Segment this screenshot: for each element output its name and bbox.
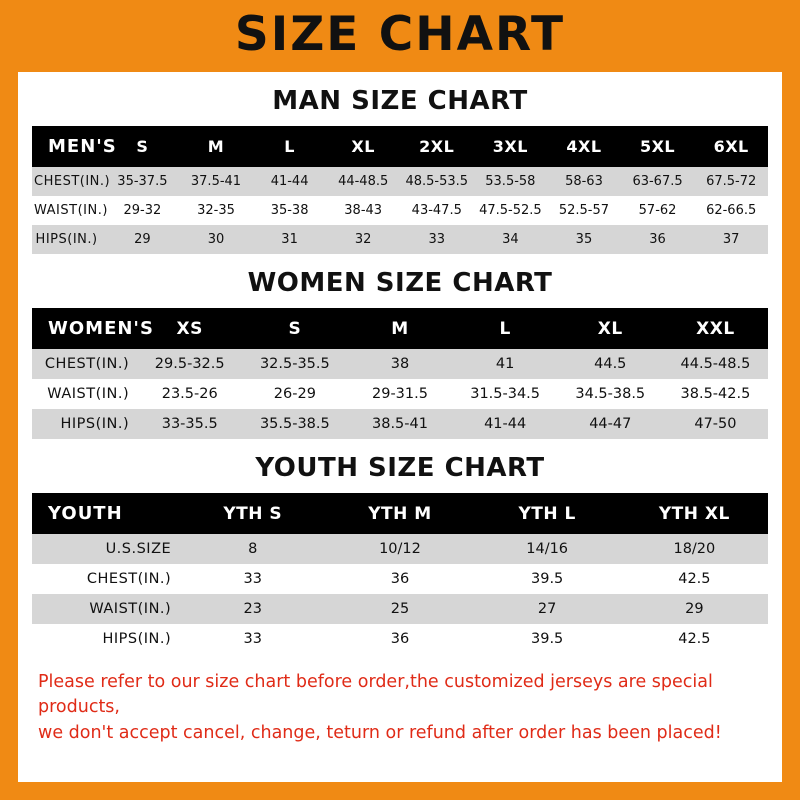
table-cell: 37.5-41 [179,167,253,196]
table-cell: 35.5-38.5 [242,409,347,439]
youth-size-table [32,493,768,654]
table-cell: 35-38 [253,196,327,225]
women-header-xs: XS [176,318,203,339]
table-header-row [32,493,768,534]
table-cell: 14/16 [474,534,621,564]
table-row [32,225,768,254]
youth-row-label-hips: HIPS(IN.) [32,624,179,654]
table-cell: 32 [326,225,400,254]
table-cell: 34.5-38.5 [558,379,663,409]
women-row-label-waist: WAIST(IN.) [32,379,137,409]
table-cell: 38.5-41 [347,409,452,439]
table-cell: 33 [179,564,326,594]
table-cell: 18/20 [621,534,768,564]
table-cell: 38-43 [326,196,400,225]
table-cell: 57-62 [621,196,695,225]
footer-line-2: we don't accept cancel, change, teturn or refund after order has been placed! [38,722,722,743]
table-cell: 23 [179,594,326,624]
table-row [32,167,768,196]
table-cell: 37 [694,225,768,254]
table-cell: 35 [547,225,621,254]
men-row-label-waist: WAIST(IN.) [32,196,106,225]
table-cell: 8 [179,534,326,564]
men-row-label-chest: CHEST(IN.) [32,167,106,196]
table-cell: 42.5 [621,564,768,594]
men-row-label-hips: HIPS(IN.) [32,225,106,254]
women-header-m: M [391,318,409,339]
men-header-5xl: 5XL [639,137,676,156]
table-cell: 63-67.5 [621,167,695,196]
men-header-l: L [284,137,295,156]
table-cell: 39.5 [474,564,621,594]
footer-line-1: Please refer to our size chart before order,the customized jerseys are special products, [38,672,713,718]
table-cell: 35-37.5 [106,167,180,196]
table-cell: 23.5-26 [137,379,242,409]
women-header-l: L [499,318,511,339]
page-title: SIZE CHART [234,6,566,62]
bottom-band [0,782,800,800]
women-row-label-chest: CHEST(IN.) [32,349,137,379]
women-row-label-hips: HIPS(IN.) [32,409,137,439]
youth-header-label: YOUTH [48,503,123,524]
table-row [32,196,768,225]
table-cell: 67.5-72 [694,167,768,196]
table-cell: 47-50 [663,409,768,439]
table-cell: 31 [253,225,327,254]
table-row [32,534,768,564]
women-header-s: S [288,318,302,339]
youth-header-s: YTH S [223,503,283,524]
table-cell: 41-44 [453,409,558,439]
men-size-table [32,126,768,254]
youth-section-title: YOUTH SIZE CHART [255,453,545,483]
men-header-xl: XL [351,137,375,156]
table-cell: 10/12 [326,534,473,564]
men-header-label: MEN'S [48,136,117,157]
table-cell: 29 [106,225,180,254]
men-header-6xl: 6XL [713,137,749,156]
table-cell: 38 [347,349,452,379]
table-cell: 34 [474,225,548,254]
men-section-title: MAN SIZE CHART [272,86,528,116]
table-cell: 33 [400,225,474,254]
footer-disclaimer [32,670,768,746]
women-size-chart-section [32,268,768,439]
table-row [32,379,768,409]
men-header-m: M [207,137,225,156]
women-size-table [32,308,768,439]
table-cell: 33-35.5 [137,409,242,439]
women-section-title: WOMEN SIZE CHART [247,268,553,298]
table-cell: 44.5-48.5 [663,349,768,379]
table-cell: 29 [621,594,768,624]
youth-size-chart-section [32,453,768,654]
men-header-4xl: 4XL [566,137,602,156]
youth-header-m: YTH M [368,503,432,524]
table-cell: 31.5-34.5 [453,379,558,409]
women-header-xxl: XXL [696,318,735,339]
table-cell: 29-31.5 [347,379,452,409]
table-cell: 41 [453,349,558,379]
header-band [0,0,800,72]
table-cell: 58-63 [547,167,621,196]
table-cell: 42.5 [621,624,768,654]
table-cell: 48.5-53.5 [400,167,474,196]
table-cell: 43-47.5 [400,196,474,225]
table-row [32,349,768,379]
table-cell: 33 [179,624,326,654]
youth-row-label-waist: WAIST(IN.) [32,594,179,624]
table-cell: 32-35 [179,196,253,225]
table-cell: 36 [326,624,473,654]
youth-row-label-chest: CHEST(IN.) [32,564,179,594]
youth-header-xl: YTH XL [658,503,730,524]
women-header-label: WOMEN'S [48,318,154,339]
table-cell: 29-32 [106,196,180,225]
table-cell: 44.5 [558,349,663,379]
table-cell: 32.5-35.5 [242,349,347,379]
table-cell: 26-29 [242,379,347,409]
men-header-2xl: 2XL [419,137,455,156]
table-cell: 52.5-57 [547,196,621,225]
table-cell: 25 [326,594,473,624]
women-header-xl: XL [597,318,623,339]
table-cell: 47.5-52.5 [474,196,548,225]
table-row [32,564,768,594]
men-size-chart-section [32,86,768,254]
men-header-3xl: 3XL [492,137,528,156]
table-cell: 36 [621,225,695,254]
table-cell: 44-48.5 [326,167,400,196]
table-header-row [32,126,768,167]
table-cell: 53.5-58 [474,167,548,196]
table-cell: 38.5-42.5 [663,379,768,409]
table-cell: 39.5 [474,624,621,654]
men-header-s: S [136,137,149,156]
youth-header-l: YTH L [518,503,576,524]
table-cell: 27 [474,594,621,624]
table-header-row [32,308,768,349]
table-cell: 36 [326,564,473,594]
table-row [32,594,768,624]
table-row [32,624,768,654]
table-cell: 30 [179,225,253,254]
table-cell: 29.5-32.5 [137,349,242,379]
table-cell: 62-66.5 [694,196,768,225]
table-cell: 44-47 [558,409,663,439]
table-row [32,409,768,439]
table-cell: 41-44 [253,167,327,196]
content-area [18,86,782,746]
youth-row-label-ussize: U.S.SIZE [32,534,179,564]
